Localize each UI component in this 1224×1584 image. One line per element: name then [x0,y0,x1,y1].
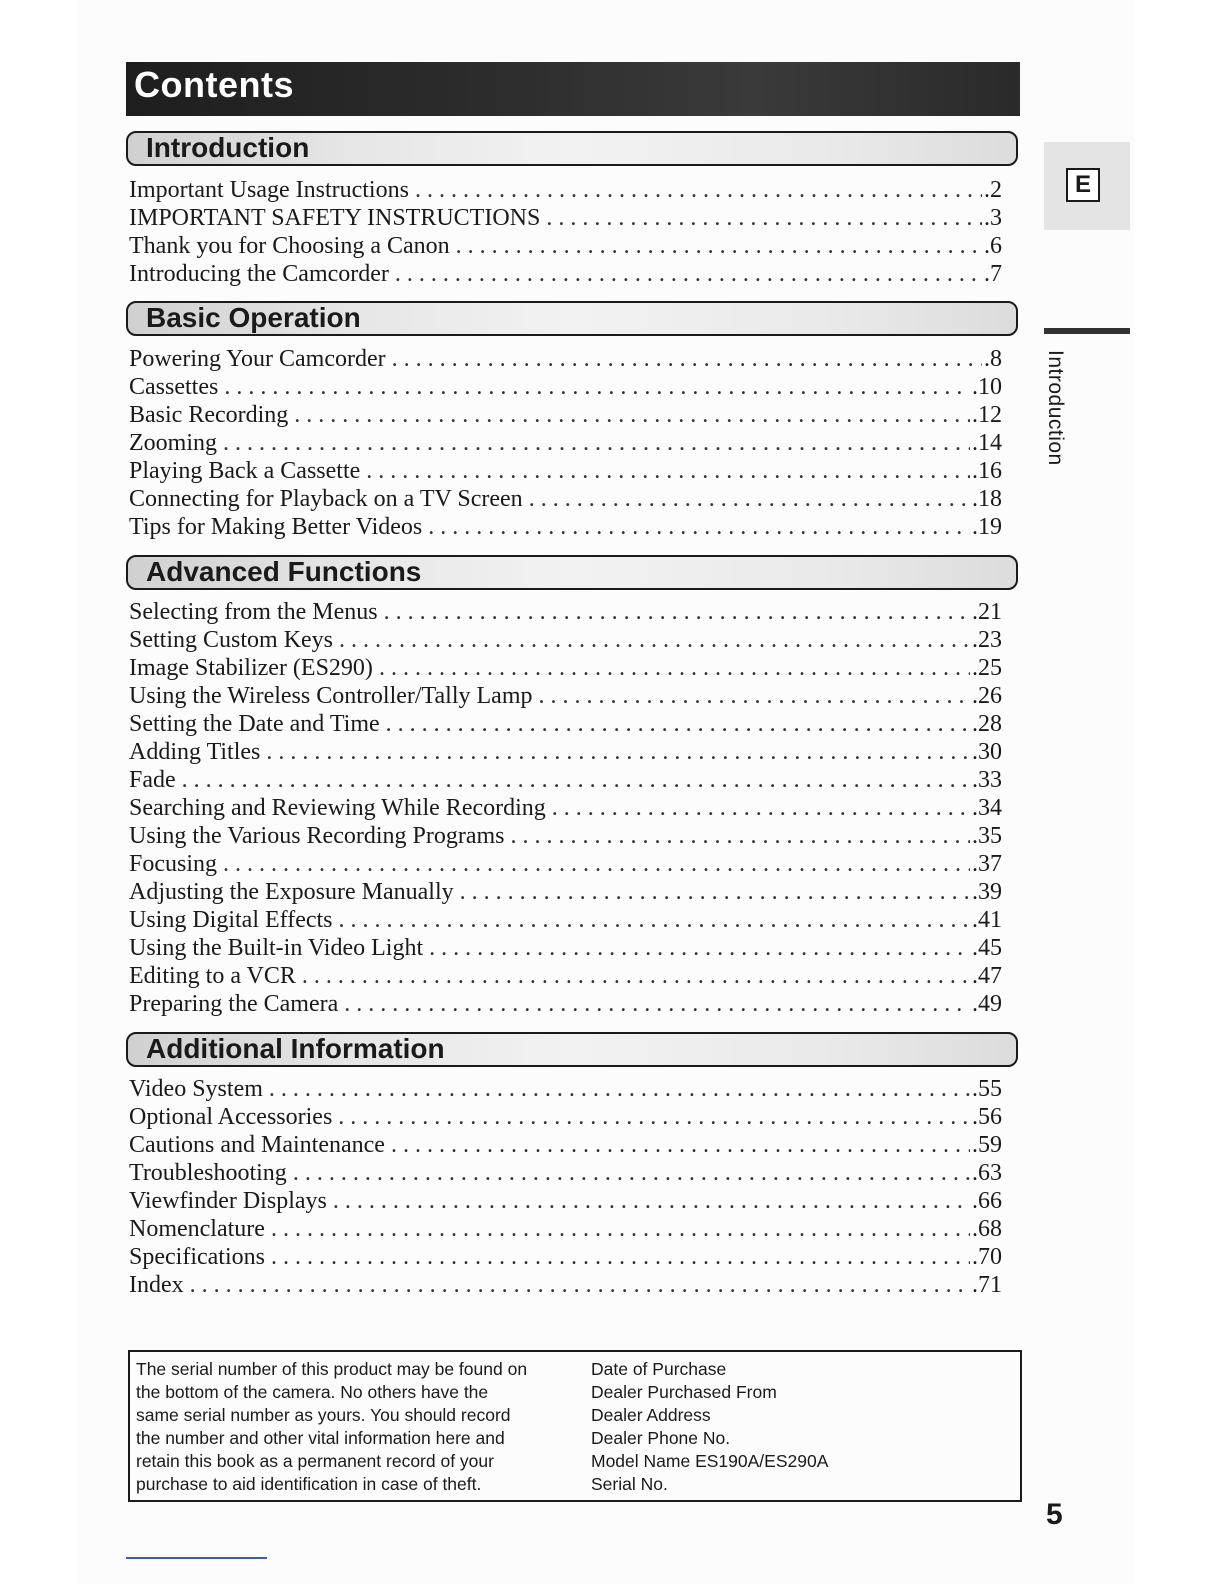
leader-dots [190,1271,970,1299]
leader-dots [302,962,970,990]
toc-entry[interactable] [129,934,1002,962]
toc-entry-page: .47 [972,963,1002,989]
toc-entry-title: Introducing the Camcorder [129,261,389,287]
section-header-basic-operation [126,301,1018,336]
leader-dots [338,1103,970,1131]
toc-entry-title: Troubleshooting [129,1160,287,1186]
record-fields [591,1358,991,1496]
leader-dots [379,654,970,682]
leader-dots [384,598,970,626]
page-number: 5 [1046,1498,1063,1531]
toc-entry-page: .26 [972,683,1002,709]
toc-entry-page: .35 [972,823,1002,849]
toc-entry[interactable] [129,822,1002,850]
leader-dots [460,878,970,906]
toc-entry-title: Selecting from the Menus [129,599,378,625]
toc-entry-title: Fade [129,767,176,793]
leader-dots [366,457,970,485]
toc-entry[interactable] [129,738,1002,766]
toc-list-basic-operation [129,345,1002,541]
toc-entry[interactable] [129,766,1002,794]
toc-entry-page: .6 [984,233,1002,259]
toc-entry[interactable] [129,906,1002,934]
record-field-dealer-phone: Dealer Phone No. [591,1428,731,1448]
record-field-dealer-address: Dealer Address [591,1405,711,1425]
toc-entry-page: .37 [972,851,1002,877]
toc-entry-title: Powering Your Camcorder [129,346,386,372]
leader-dots [339,906,970,934]
toc-entry-title: Video System [129,1076,263,1102]
toc-entry-title: Editing to a VCR [129,963,296,989]
toc-entry-title: Basic Recording [129,402,289,428]
toc-entry-title: Specifications [129,1244,265,1270]
toc-entry-title: Adjusting the Exposure Manually [129,879,454,905]
chapter-marker-rule [1044,328,1130,334]
section-header-advanced-functions [126,555,1018,590]
toc-entry-page: .12 [972,402,1002,428]
toc-entry[interactable] [129,850,1002,878]
toc-entry-title: Image Stabilizer (ES290) [129,655,373,681]
toc-entry-page: .70 [972,1244,1002,1270]
toc-entry[interactable] [129,682,1002,710]
toc-entry-page: .45 [972,935,1002,961]
leader-dots [539,682,971,710]
toc-entry-title: Searching and Reviewing While Recording [129,795,546,821]
toc-entry[interactable] [129,626,1002,654]
toc-entry-page: .28 [972,711,1002,737]
section-title: Introduction [146,132,310,163]
toc-entry[interactable] [129,513,1002,541]
toc-entry-page: .8 [984,346,1002,372]
bottom-rule [126,1557,267,1559]
toc-entry-title: Setting Custom Keys [129,627,334,653]
toc-entry-title: Using the Wireless Controller/Tally Lamp [129,683,533,709]
toc-entry-title: Cautions and Maintenance [129,1132,385,1158]
toc-entry[interactable] [129,1075,1002,1103]
toc-entry-title: Adding Titles [129,739,261,765]
leader-dots [271,1243,970,1271]
toc-entry-title: Using the Various Recording Programs [129,823,505,849]
contents-title-bar [126,62,1020,116]
toc-entry[interactable] [129,176,1002,204]
section-title: Additional Information [146,1033,445,1064]
toc-entry-page: .19 [972,514,1002,540]
serial-number-note: The serial number of this product may be found on the bottom of the camera. No others have the same serial number as yours. You should record the number and other vital information here and retain this book as a permanent record of your purchase to aid identification in case of theft. [136,1359,528,1494]
toc-entry[interactable] [129,373,1002,401]
record-field-dealer: Dealer Purchased From [591,1382,777,1402]
toc-entry[interactable] [129,429,1002,457]
toc-entry-title: Playing Back a Cassette [129,458,361,484]
leader-dots [269,1075,970,1103]
toc-entry-title: Tips for Making Better Videos [129,514,423,540]
owner-record-box [128,1350,1022,1502]
toc-entry-title: Using Digital Effects [129,907,333,933]
toc-entry-title: Nomenclature [129,1216,265,1242]
toc-entry[interactable] [129,232,1002,260]
toc-entry-page: .25 [972,655,1002,681]
toc-entry-page: .21 [972,599,1002,625]
toc-entry-page: .14 [972,430,1002,456]
leader-dots [266,738,970,766]
leader-dots [552,794,970,822]
language-tab-letter: E [1066,168,1100,202]
toc-entry-page: .18 [972,486,1002,512]
toc-entry[interactable] [129,1271,1002,1299]
toc-entry-title: Important Usage Instructions [129,177,409,203]
toc-entry[interactable] [129,401,1002,429]
toc-entry[interactable] [129,1159,1002,1187]
leader-dots [333,1187,970,1215]
toc-entry-title: Viewfinder Displays [129,1188,327,1214]
toc-entry-page: .68 [972,1216,1002,1242]
toc-entry-page: .55 [972,1076,1002,1102]
leader-dots [223,850,970,878]
leader-dots [223,429,970,457]
toc-entry-page: .56 [972,1104,1002,1130]
leader-dots [529,485,970,513]
toc-entry[interactable] [129,485,1002,513]
toc-entry[interactable] [129,1215,1002,1243]
leader-dots [224,373,970,401]
toc-entry[interactable] [129,260,1002,288]
chapter-side-label: Introduction [1044,350,1067,466]
record-field-date-of-purchase: Date of Purchase [591,1359,727,1379]
leader-dots [415,176,982,204]
toc-entry[interactable] [129,345,1002,373]
record-field-serial-no: Serial No. [591,1474,668,1494]
toc-entry[interactable] [129,710,1002,738]
leader-dots [271,1215,970,1243]
leader-dots [395,260,982,288]
page-title: Contents [134,64,294,105]
leader-dots [546,204,982,232]
toc-entry[interactable] [129,1131,1002,1159]
toc-entry[interactable] [129,1187,1002,1215]
toc-entry-page: .34 [972,795,1002,821]
toc-entry-page: .33 [972,767,1002,793]
leader-dots [456,232,982,260]
toc-entry[interactable] [129,654,1002,682]
leader-dots [391,1131,970,1159]
leader-dots [294,401,970,429]
toc-entry-title: Optional Accessories [129,1104,333,1130]
toc-entry-page: .63 [972,1160,1002,1186]
toc-entry-title: Focusing [129,851,218,877]
toc-entry-page: .39 [972,879,1002,905]
toc-entry-title: Zooming [129,430,217,456]
leader-dots [344,990,970,1018]
section-header-introduction [126,131,1018,166]
leader-dots [293,1159,970,1187]
section-title: Advanced Functions [146,556,422,587]
toc-entry-page: .66 [972,1188,1002,1214]
toc-list-additional-information [129,1075,1002,1299]
toc-entry-page: .49 [972,991,1002,1017]
leader-dots [339,626,970,654]
toc-entry-page: .3 [984,205,1002,231]
toc-entry-title: Connecting for Playback on a TV Screen [129,486,523,512]
toc-entry-page: .7 [984,261,1002,287]
toc-entry-title: Index [129,1272,184,1298]
toc-entry[interactable] [129,1243,1002,1271]
leader-dots [428,513,970,541]
leader-dots [511,822,970,850]
toc-entry-page: .41 [972,907,1002,933]
toc-entry-page: .16 [972,458,1002,484]
toc-entry-title: Preparing the Camera [129,991,339,1017]
toc-entry-title: Thank you for Choosing a Canon [129,233,450,259]
toc-entry-page: .59 [972,1132,1002,1158]
toc-entry[interactable] [129,598,1002,626]
toc-entry-title: Setting the Date and Time [129,711,380,737]
section-header-additional-information [126,1032,1018,1067]
toc-entry[interactable] [129,962,1002,990]
toc-entry[interactable] [129,794,1002,822]
toc-entry-page: .10 [972,374,1002,400]
toc-entry[interactable] [129,990,1002,1018]
leader-dots [182,766,970,794]
toc-entry[interactable] [129,1103,1002,1131]
toc-entry[interactable] [129,204,1002,232]
section-title: Basic Operation [146,302,361,333]
toc-list-introduction [129,176,1002,288]
toc-entry[interactable] [129,878,1002,906]
toc-entry-title: Using the Built-in Video Light [129,935,424,961]
language-tab[interactable] [1044,142,1130,230]
leader-dots [392,345,982,373]
toc-entry-title: IMPORTANT SAFETY INSTRUCTIONS [129,205,541,231]
toc-list-advanced-functions [129,598,1002,1018]
toc-entry-page: .2 [984,177,1002,203]
toc-entry-page: .30 [972,739,1002,765]
leader-dots [386,710,970,738]
toc-entry[interactable] [129,457,1002,485]
toc-entry-page: .23 [972,627,1002,653]
record-field-model-name: Model Name ES190A/ES290A [591,1451,829,1471]
leader-dots [429,934,970,962]
toc-entry-title: Cassettes [129,374,219,400]
toc-entry-page: .71 [972,1272,1002,1298]
